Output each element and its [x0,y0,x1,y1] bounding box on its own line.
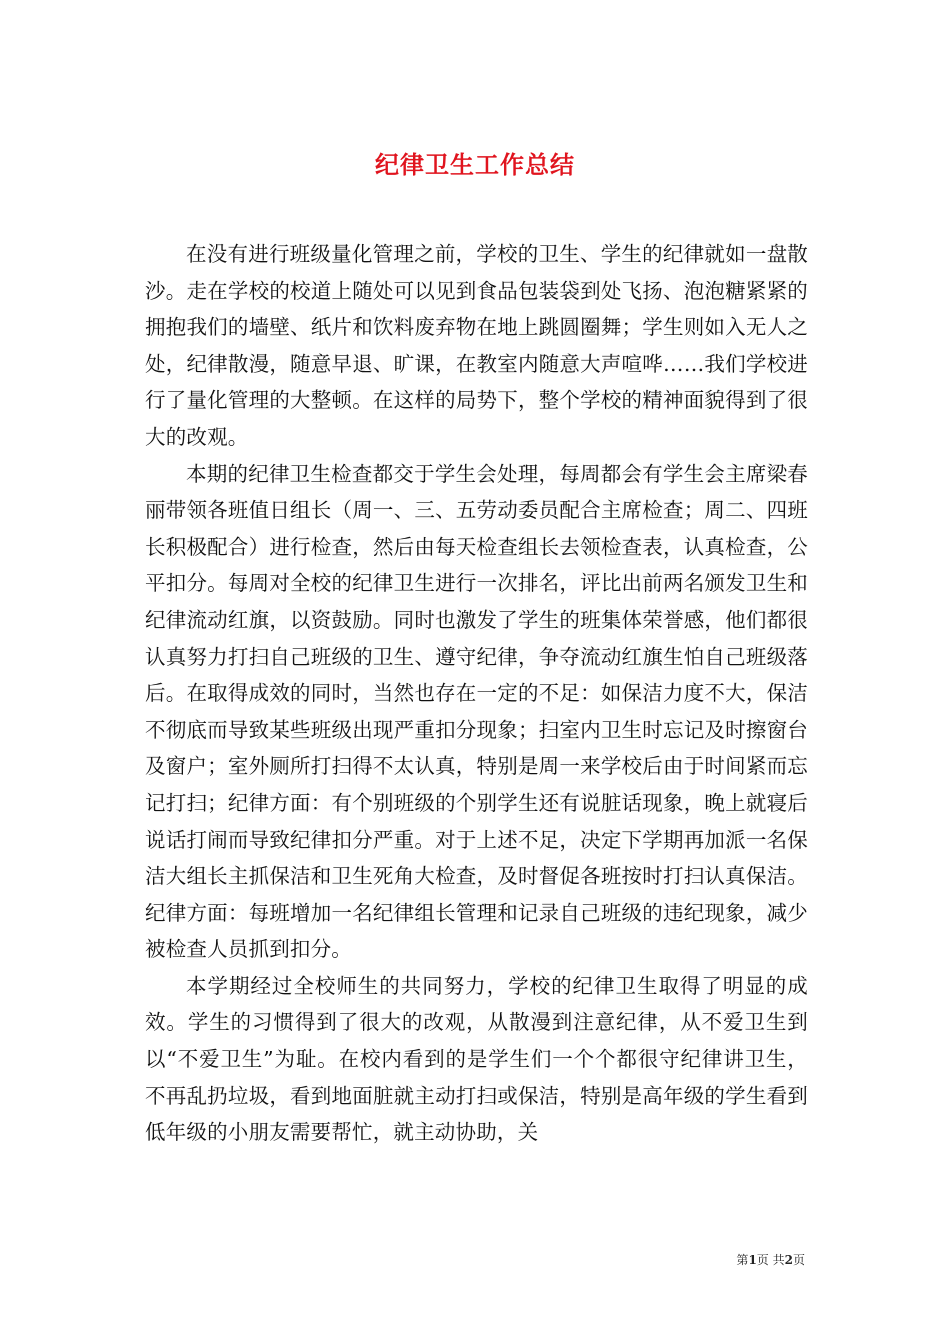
footer-middle: 页 共 [756,1253,785,1267]
footer-suffix: 页 [792,1253,805,1267]
paragraph-3: 本学期经过全校师生的共同努力，学校的纪律卫生取得了明显的成效。学生的习惯得到了很大的改观，从散漫到注意纪律，从不爱卫生到以“不爱卫生”为耻。在校内看到的是学生们一个个都很守纪律讲卫生，不再乱扔垃圾，看到地面脏就主动打扫或保洁，特别是高年级的学生看到低年级的小朋友需要帮忙，就主动协助，关 [145,973,808,1145]
page-number-footer [736,1252,805,1268]
paragraph-2: 本期的纪律卫生检查都交于学生会处理，每周都会有学生会主席梁春丽带领各班值日组长（周一、三、五劳动委员配合主席检查；周二、四班长积极配合）进行检查，然后由每天检查组长去领检查表，认真检查，公平扣分。每周对全校的纪律卫生进行一次排名，评比出前两名颁发卫生和纪律流动红旗，以资鼓励。同时也激发了学生的班集体荣誉感，他们都很认真努力打扫自己班级的卫生、遵守纪律，争夺流动红旗生怕自己班级落后。在取得成效的同时，当然也存在一定的不足：如保洁力度不大，保洁不彻底而导致某些班级出现严重扣分现象；扫室内卫生时忘记及时擦窗台及窗户；室外厕所打扫得不太认真，特别是周一来学校后由于时间紧而忘记打扫；纪律方面：有个别班级的个别学生还有说脏话现象，晚上就寝后说话打闹而导致纪律扣分严重。对于上述不足，决定下学期再加派一名保洁大组长主抓保洁和卫生死角大检查，及时督促各班按时打扫认真保洁。纪律方面：每班增加一名纪律组长管理和记录自己班级的违纪现象，减少被检查人员抓到扣分。 [145,461,808,962]
document-body [145,236,808,1151]
footer-total-pages: 2 [784,1253,793,1267]
document-title: 纪律卫生工作总结 [375,150,575,180]
footer-prefix: 第 [736,1253,749,1267]
footer-current-page: 1 [748,1253,757,1267]
paragraph-1: 在没有进行班级量化管理之前，学校的卫生、学生的纪律就如一盘散沙。走在学校的校道上随处可以见到食品包装袋到处飞扬、泡泡糖紧紧的拥抱我们的墙壁、纸片和饮料废弃物在地上跳圆圈舞；学生则如入无人之处，纪律散漫，随意早退、旷课，在教室内随意大声喧哗……我们学校进行了量化管理的大整顿。在这样的局势下，整个学校的精神面貌得到了很大的改观。 [145,242,808,449]
